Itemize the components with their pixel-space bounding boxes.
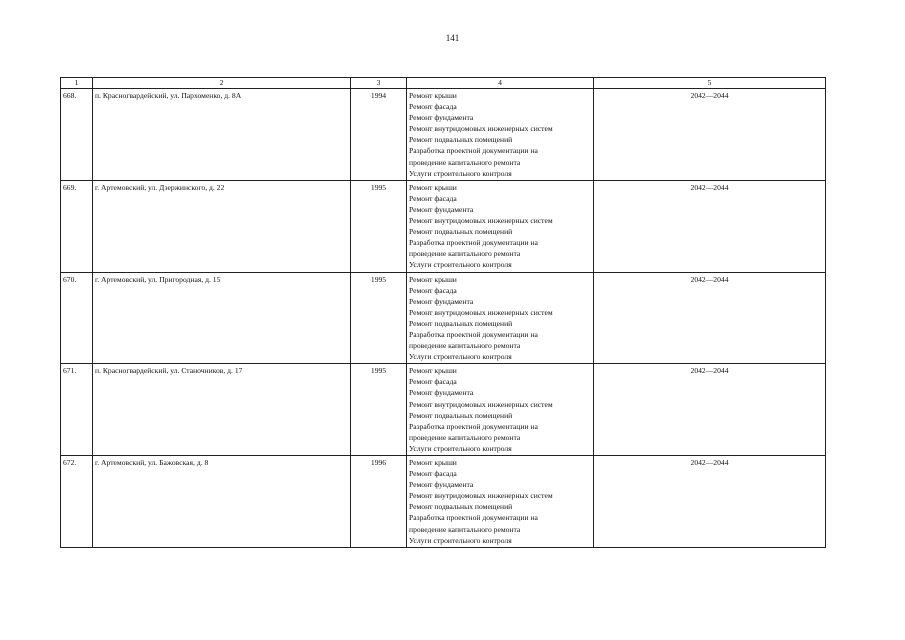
header-col-works: 4 — [407, 78, 594, 89]
row-works-list — [407, 364, 594, 456]
work-item: проведение капитального ремонта — [409, 341, 521, 351]
row-period: 2042—2044 — [594, 89, 826, 181]
work-item: Ремонт фасада — [409, 377, 457, 387]
row-address: п. Красногвардейский, ул. Пархоменко, д. 8А — [93, 89, 351, 181]
work-item: Ремонт крыши — [409, 458, 457, 467]
row-number: 670. — [61, 272, 93, 364]
work-item: Разработка проектной документации на — [409, 513, 538, 523]
row-works-list — [407, 89, 594, 181]
table-row — [61, 272, 826, 364]
row-works-list — [407, 456, 594, 548]
work-item: Ремонт фундамента — [409, 480, 474, 490]
header-col-period: 5 — [594, 78, 826, 89]
table-body — [61, 89, 826, 548]
row-period: 2042—2044 — [594, 364, 826, 456]
work-item: Ремонт фундамента — [409, 388, 474, 398]
header-row — [61, 78, 826, 89]
row-address: г. Артемовский, ул. Бажовская, д. 8 — [93, 456, 351, 548]
work-item: Услуги строительного контроля — [409, 535, 512, 545]
work-item: Ремонт подвальных помещений — [409, 502, 513, 512]
work-item: Услуги строительного контроля — [409, 168, 512, 178]
row-number: 668. — [61, 89, 93, 181]
work-item: Ремонт внутридомовых инженерных систем — [409, 216, 553, 226]
work-item: проведение капитального ремонта — [409, 524, 521, 534]
work-item: Ремонт крыши — [409, 91, 457, 100]
table-row — [61, 180, 826, 272]
header-col-year: 3 — [351, 78, 407, 89]
header-col-address: 2 — [93, 78, 351, 89]
work-item: Ремонт подвальных помещений — [409, 318, 513, 328]
header-col-number: 1 — [61, 78, 93, 89]
table-row — [61, 364, 826, 456]
work-item: проведение капитального ремонта — [409, 157, 521, 167]
row-period: 2042—2044 — [594, 272, 826, 364]
row-number: 671. — [61, 364, 93, 456]
row-period: 2042—2044 — [594, 456, 826, 548]
work-item: Услуги строительного контроля — [409, 352, 512, 362]
work-item: Ремонт крыши — [409, 366, 457, 376]
work-item: Услуги строительного контроля — [409, 260, 512, 270]
row-number: 669. — [61, 180, 93, 272]
work-item: Разработка проектной документации на — [409, 146, 538, 156]
row-year: 1995 — [351, 180, 407, 272]
repair-schedule-table — [60, 77, 826, 548]
row-address: п. Красногвардейский, ул. Станочников, д. 17 — [93, 364, 351, 456]
row-year: 1995 — [351, 272, 407, 364]
work-item: проведение капитального ремонта — [409, 249, 521, 259]
row-year: 1996 — [351, 456, 407, 548]
work-item: Ремонт внутридомовых инженерных систем — [409, 124, 553, 134]
work-item: Ремонт подвальных помещений — [409, 135, 513, 145]
work-item: Ремонт внутридомовых инженерных систем — [409, 307, 553, 317]
work-item: Ремонт фундамента — [409, 113, 474, 123]
row-year: 1994 — [351, 89, 407, 181]
table-row — [61, 456, 826, 548]
row-works-list — [407, 180, 594, 272]
work-item: Ремонт крыши — [409, 182, 457, 192]
work-item: Разработка проектной документации на — [409, 421, 538, 431]
work-item: Ремонт подвальных помещений — [409, 227, 513, 237]
work-item: Разработка проектной документации на — [409, 238, 538, 248]
work-item: Ремонт крыши — [409, 274, 457, 284]
work-item: Ремонт фасада — [409, 102, 457, 112]
work-item: проведение капитального ремонта — [409, 432, 521, 442]
table-row — [61, 89, 826, 181]
row-year: 1995 — [351, 364, 407, 456]
page-number: 141 — [445, 33, 460, 43]
work-item: Ремонт фундамента — [409, 204, 474, 214]
work-item: Ремонт фасада — [409, 469, 457, 479]
row-number: 672. — [61, 456, 93, 548]
work-item: Ремонт внутридомовых инженерных систем — [409, 491, 553, 501]
row-period: 2042—2044 — [594, 180, 826, 272]
work-item: Ремонт фундамента — [409, 296, 474, 306]
row-works-list — [407, 272, 594, 364]
row-address: г. Артемовский, ул. Дзержинского, д. 22 — [93, 180, 351, 272]
work-item: Ремонт фасада — [409, 193, 457, 203]
row-address: г. Артемовский, ул. Пригородная, д. 15 — [93, 272, 351, 364]
work-item: Услуги строительного контроля — [409, 443, 512, 453]
work-item: Ремонт фасада — [409, 285, 457, 295]
work-item: Ремонт внутридомовых инженерных систем — [409, 399, 553, 409]
work-item: Ремонт подвальных помещений — [409, 410, 513, 420]
work-item: Разработка проектной документации на — [409, 329, 538, 339]
